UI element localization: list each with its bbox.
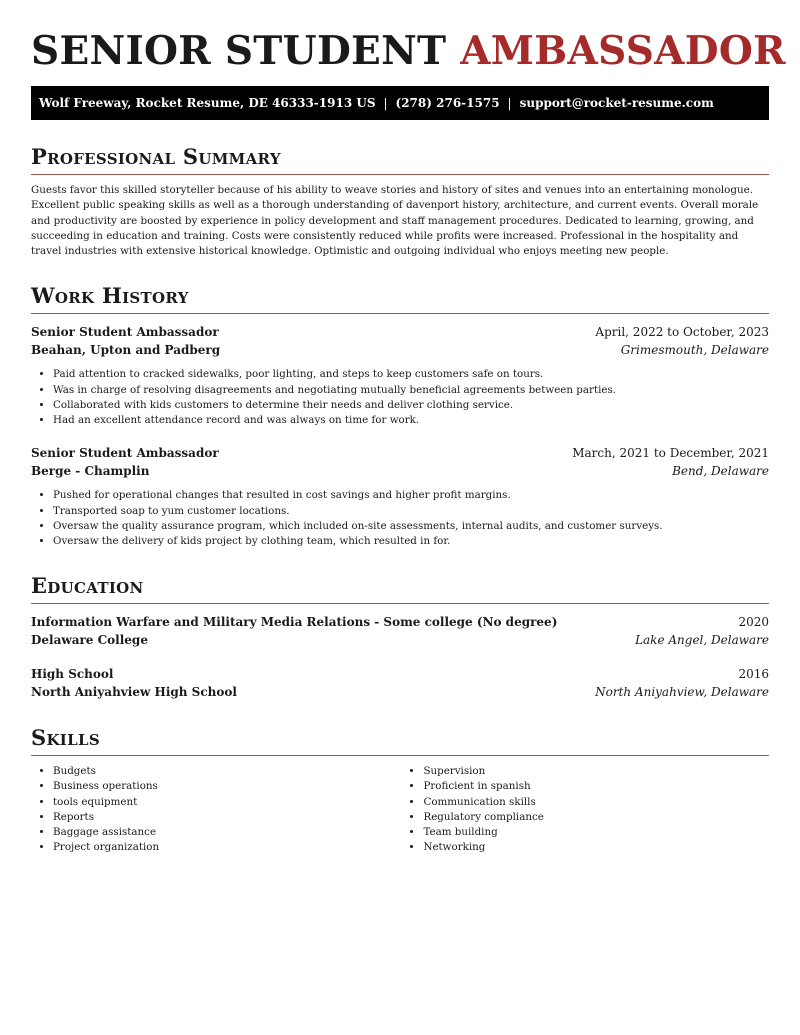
contact-phone[interactable]: (278) 276-1575 [395, 96, 500, 110]
title-primary: SENIOR STUDENT [31, 28, 447, 74]
job-title: Senior Student Ambassador [31, 325, 219, 340]
list-item: • Transported soap to yum customer locations. [53, 504, 769, 519]
section-title-work-history: Work History [31, 283, 769, 314]
skills-list [31, 764, 769, 855]
title-accent: AMBASSADOR [460, 28, 786, 74]
list-item: • Regulatory compliance [423, 810, 769, 825]
list-item: • tools equipment [53, 795, 401, 810]
list-item: • Team building [423, 825, 769, 840]
resume-title [31, 28, 786, 74]
list-item: • Supervision [423, 764, 769, 779]
list-item: • Pushed for operational changes that resulted in cost savings and higher profit margins. [53, 488, 769, 503]
education-location: Lake Angel, Delaware [635, 633, 769, 648]
list-item: • Baggage assistance [53, 825, 401, 840]
job-location: Bend, Delaware [672, 464, 769, 479]
list-item: • Networking [423, 840, 769, 855]
education-entry [31, 613, 769, 649]
education-school: Delaware College [31, 633, 148, 648]
education-location: North Aniyahview, Delaware [595, 685, 769, 700]
list-item: • Had an excellent attendance record and was always on time for work. [53, 413, 769, 428]
job-entry [31, 323, 769, 428]
job-company: Beahan, Upton and Padberg [31, 343, 221, 358]
list-item: • Project organization [53, 840, 401, 855]
education-entry [31, 665, 769, 701]
education-year: 2016 [738, 667, 769, 682]
list-item: • Communication skills [423, 795, 769, 810]
section-title-education: Education [31, 573, 769, 604]
job-title: Senior Student Ambassador [31, 446, 219, 461]
job-entry [31, 444, 769, 549]
contact-email[interactable]: support@rocket-resume.com [519, 96, 714, 110]
job-company: Berge - Champlin [31, 464, 150, 479]
education-school: North Aniyahview High School [31, 685, 237, 700]
list-item: • Proficient in spanish [423, 779, 769, 794]
contact-separator: | [507, 96, 512, 110]
section-title-summary: Professional Summary [31, 144, 769, 175]
list-item: • Oversaw the quality assurance program, which included on-site assessments, internal audits, and customer surveys. [53, 519, 769, 534]
job-dates: March, 2021 to December, 2021 [572, 446, 769, 461]
list-item: • Collaborated with kids customers to determine their needs and deliver clothing service. [53, 398, 769, 413]
list-item: • Was in charge of resolving disagreements and negotiating mutually beneficial agreements between parties. [53, 383, 769, 398]
list-item: • Oversaw the delivery of kids project by clothing team, which resulted in for. [53, 534, 769, 549]
contact-address: Wolf Freeway, Rocket Resume, DE 46333-1913 US [39, 96, 376, 110]
job-bullets [31, 367, 769, 428]
job-bullets [31, 488, 769, 549]
education-year: 2020 [738, 615, 769, 630]
list-item: • Budgets [53, 764, 401, 779]
section-title-skills: Skills [31, 725, 769, 756]
contact-separator: | [383, 96, 388, 110]
skills-column-right [401, 764, 769, 855]
job-location: Grimesmouth, Delaware [620, 343, 769, 358]
education-degree: Information Warfare and Military Media Relations - Some college (No degree) [31, 615, 558, 630]
list-item: • Business operations [53, 779, 401, 794]
list-item: • Reports [53, 810, 401, 825]
education-degree: High School [31, 667, 114, 682]
skills-column-left [31, 764, 401, 855]
list-item: • Paid attention to cracked sidewalks, poor lighting, and steps to keep customers safe on tours. [53, 367, 769, 382]
job-dates: April, 2022 to October, 2023 [595, 325, 769, 340]
summary-text: Guests favor this skilled storyteller because of his ability to weave stories and history of sites and venues into an entertaining monologue. Excellent public speaking skills as well as a thorough understanding of davenport history, architecture, and current events. Overall morale and productivity are boosted by experience in policy development and staff management procedures. Dedicated to learning, growing, and succeeding in education and training. Costs were consistently reduced while profits were increased. Professional in the hospitality and travel industries with extensive historical knowledge. Optimistic and outgoing individual who enjoys meeting new people. [31, 184, 759, 258]
contact-bar [31, 86, 769, 120]
